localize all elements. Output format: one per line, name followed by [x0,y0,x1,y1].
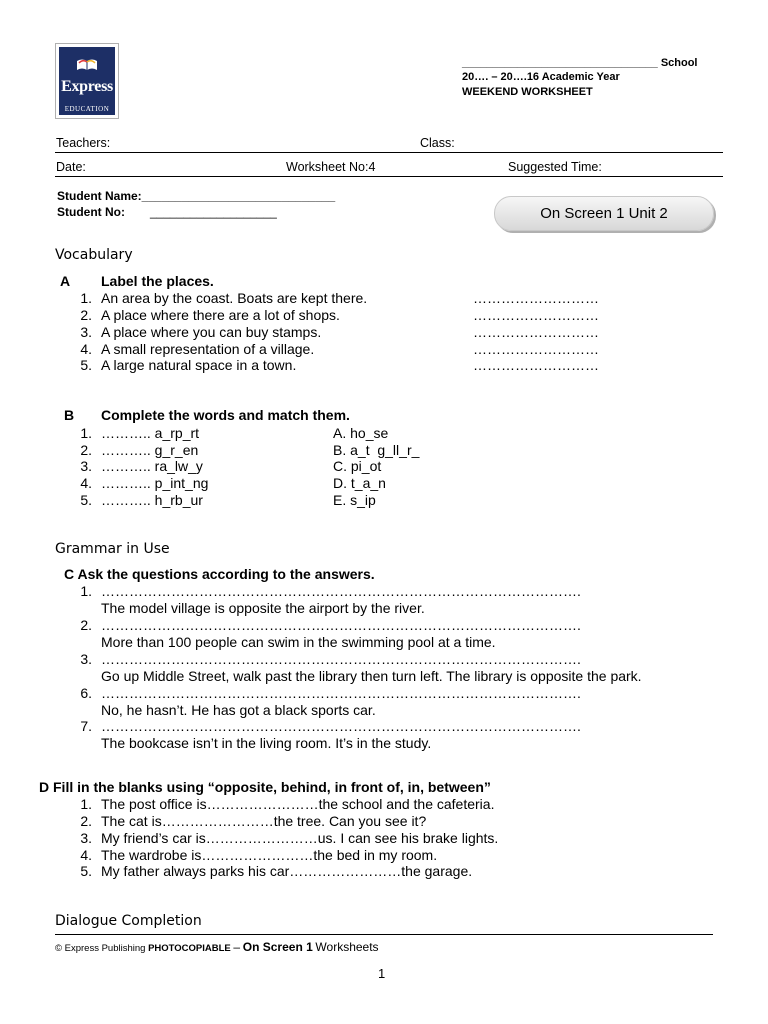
word-blank: ……….. h_rb_ur [101,492,203,508]
answer-text: The bookcase isn’t in the living room. It’s in the study. [101,735,432,751]
copyright: © Express Publishing [55,943,146,954]
footer-dash: – [233,940,241,954]
question-blank: …………………………………………………………………………………………. [101,651,581,667]
item-text: A place where there are a lot of shops. [101,307,340,323]
divider-line [55,176,723,177]
item-number: 3. [80,830,92,846]
answer-blank: ……………………… [473,324,599,340]
worksheet-type: WEEKEND WORKSHEET [462,86,593,98]
item-number: 6. [80,685,92,701]
answer-blank: ……………………… [473,307,599,323]
section-a-letter: A [60,273,71,289]
divider-line [55,152,723,153]
worksheet-number: Worksheet No:4 [286,160,376,174]
dialogue-title: Dialogue Completion [55,913,202,929]
match-word: C. pi_ot [333,458,382,474]
item-number: 2. [80,442,92,458]
item-text: The post office is……………………the school and the cafeteria. [101,796,495,812]
match-word: A. ho_se [333,425,389,441]
answer-text: No, he hasn’t. He has got a black sports car. [101,702,376,718]
student-name-field: Student Name:_____________________________ [57,189,336,203]
footer-divider [55,934,713,935]
item-number: 1. [80,425,92,441]
student-no-line: ___________________ [150,205,277,219]
item-number: 3. [80,458,92,474]
item-number: 1. [80,796,92,812]
item-number: 4. [80,341,92,357]
item-text: An area by the coast. Boats are kept there. [101,290,368,306]
item-text: A place where you can buy stamps. [101,324,322,340]
item-number: 3. [80,651,92,667]
list-item [0,617,700,651]
date-label: Date: [56,160,86,174]
photocopiable-label: PHOTOCOPIABLE [148,943,231,954]
question-blank: …………………………………………………………………………………………. [101,617,581,633]
match-word: B. a_t g_ll_r_ [333,442,420,458]
item-number: 1. [80,290,92,306]
list-item [0,718,700,752]
suggested-time-label: Suggested Time: [508,160,602,174]
item-number: 1. [80,583,92,599]
list-item [0,685,700,719]
answer-text: Go up Middle Street, walk past the library then turn left. The library is opposite the park. [101,668,642,684]
question-blank: …………………………………………………………………………………………. [101,583,581,599]
item-number: 5. [80,357,92,373]
section-a-heading: Label the places. [101,273,214,289]
logo-subtitle: EDUCATION [64,105,110,113]
teachers-label: Teachers: [56,136,111,150]
item-text: The wardrobe is……………………the bed in my room. [101,847,438,863]
unit-badge: On Screen 1 Unit 2 [494,196,714,231]
footer-text [55,940,379,954]
section-c-heading: C Ask the questions according to the answers. [64,566,375,582]
item-number: 7. [80,718,92,734]
word-blank: ……….. a_rp_rt [101,425,200,441]
list-item [0,583,700,617]
item-number: 5. [80,863,92,879]
word-blank: ……….. g_r_en [101,442,199,458]
word-blank: ……….. p_int_ng [101,475,209,491]
question-blank: …………………………………………………………………………………………. [101,718,581,734]
student-no-label: Student No: [57,205,125,219]
class-label: Class: [420,136,455,150]
logo-brand: Express [61,78,113,95]
answer-text: More than 100 people can swim in the swimming pool at a time. [101,634,496,650]
question-blank: …………………………………………………………………………………………. [101,685,581,701]
list-item [0,651,700,685]
item-text: My father always parks his car……………………the garage. [101,863,473,879]
item-text: A large natural space in a town. [101,357,297,373]
item-number: 4. [80,475,92,491]
item-text: The cat is……………………the tree. Can you see it? [101,813,427,829]
grammar-title: Grammar in Use [55,541,170,557]
match-word: D. t_a_n [333,475,386,491]
school-line: ________________________________ School [462,57,698,69]
answer-text: The model village is opposite the airport by the river. [101,600,425,616]
item-number: 2. [80,617,92,633]
express-education-logo [55,43,119,119]
vocabulary-title: Vocabulary [55,247,133,263]
section-d-heading: D Fill in the blanks using “opposite, behind, in front of, in, between” [39,779,491,795]
answer-blank: ……………………… [473,290,599,306]
answer-blank: ……………………… [473,341,599,357]
item-number: 5. [80,492,92,508]
book-icon [75,57,99,73]
section-b-letter: B [64,407,75,423]
item-number: 3. [80,324,92,340]
match-word: E. s_ip [333,492,376,508]
item-text: My friend’s car is……………………us. I can see his brake lights. [101,830,499,846]
item-text: A small representation of a village. [101,341,315,357]
item-number: 4. [80,847,92,863]
worksheets-label: Worksheets [315,940,379,954]
series-name: On Screen 1 [242,940,313,954]
answer-blank: ……………………… [473,357,599,373]
logo-background [59,47,115,115]
word-blank: ……….. ra_lw_y [101,458,203,474]
academic-year: 20…. – 20….16 Academic Year [462,71,620,83]
section-b-heading: Complete the words and match them. [101,407,350,423]
item-number: 2. [80,307,92,323]
page-number: 1 [378,966,386,981]
item-number: 2. [80,813,92,829]
